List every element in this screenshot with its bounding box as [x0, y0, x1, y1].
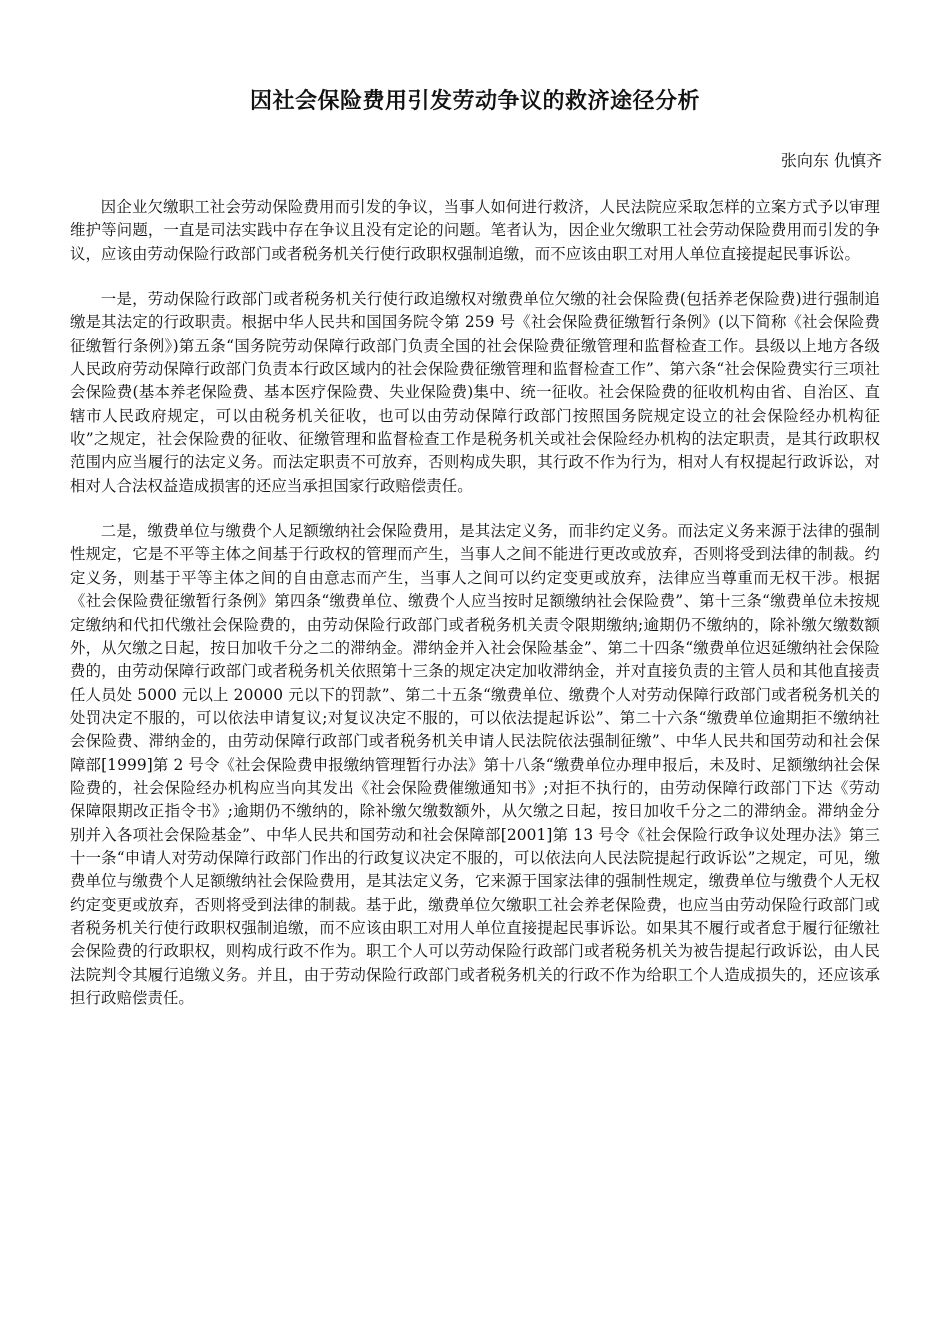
paragraph-point-one: 一是，劳动保险行政部门或者税务机关行使行政追缴权对缴费单位欠缴的社会保险费(包括养老保险费)进行强制追缴是其法定的行政职责。根据中华人民共和国国务院令第 259 号《社会保险费征缴暂行条例》(以下简称《社会保险费征缴暂行条例》)第五条“国务院劳动保障行政部门负责全国的社会保险费征缴管理和监督检查工作。县级以上地方各级人民政府劳动保障行政部门负责本行政区域内的社会保险费征缴管理和监督检查工作”、第六条“社会保险费实行三项社会保险费(基本养老保险费、基本医疗保险费、失业保险费)集中、统一征收。社会保险费的征收机构由省、自治区、直辖市人民政府规定，可以由税务机关征收，也可以由劳动保障行政部门按照国务院规定设立的社会保险经办机构征收”之规定，社会保险费的征收、征缴管理和监督检查工作是税务机关或社会保险经办机构的法定职责，是其行政职权范围内应当履行的法定义务。而法定职责不可放弃，否则构成失职，其行政不作为行为，相对人有权提起行政诉讼，对相对人合法权益造成损害的还应当承担国家行政赔偿责任。 — [70, 290, 880, 495]
document-authors: 张向东 仇慎齐 — [780, 151, 882, 170]
document-title: 因社会保险费用引发劳动争议的救济途径分析 — [249, 89, 700, 114]
paragraph-intro: 因企业欠缴职工社会劳动保险费用而引发的争议，当事人如何进行救济，人民法院应采取怎样的立案方式予以审理维护等问题，一直是司法实践中存在争议且没有定论的问题。笔者认为，因企业欠缴职工社会劳动保险费用而引发的争议，应该由劳动保险行政部门或者税务机关行使行政职权强制追缴，而不应该由职工对用人单位直接提起民事诉讼。 — [70, 198, 880, 263]
document-body — [70, 196, 880, 1032]
paragraph-point-two: 二是，缴费单位与缴费个人足额缴纳社会保险费用，是其法定义务，而非约定义务。而法定义务来源于法律的强制性规定，它是不平等主体之间基于行政权的管理而产生，当事人之间不能进行更改或放弃，否则将受到法律的制裁。约定义务，则基于平等主体之间的自由意志而产生，当事人之间可以约定变更或放弃，法律应当尊重而无权干涉。根据《社会保险费征缴暂行条例》第四条“缴费单位、缴费个人应当按时足额缴纳社会保险费”、第十三条“缴费单位未按规定缴纳和代扣代缴社会保险费的，由劳动保险行政部门或者税务机关责令限期缴纳;逾期仍不缴纳的，除补缴欠缴数额外，从欠缴之日起，按日加收千分之二的滞纳金。滞纳金并入社会保险基金”、第二十四条“缴费单位迟延缴纳社会保险费的，由劳动保障行政部门或者税务机关依照第十三条的规定决定加收滞纳金，并对直接负责的主管人员和其他直接责任人员处 5000 元以上 20000 元以下的罚款”、第二十五条“缴费单位、缴费个人对劳动保障行政部门或者税务机关的处罚决定不服的，可以依法申请复议;对复议决定不服的，可以依法提起诉讼”、第二十六条“缴费单位逾期拒不缴纳社会保险费、滞纳金的，由劳动保障行政部门或者税务机关申请人民法院依法强制征缴”、中华人民共和国劳动和社会保障部[1999]第 2 号令《社会保险费申报缴纳管理暂行办法》第十八条“缴费单位办理申报后，未及时、足额缴纳社会保险费的，社会保险经办机构应当向其发出《社会保险费催缴通知书》;对拒不执行的，由劳动保障行政部门下达《劳动保障限期改正指令书》;逾期仍不缴纳的，除补缴欠缴数额外，从欠缴之日起，按日加收千分之二的滞纳金。滞纳金分别并入各项社会保险基金”、中华人民共和国劳动和社会保障部[2001]第 13 号令《社会保险行政争议处理办法》第三十一条“申请人对劳动保障行政部门作出的行政复议决定不服的，可以依法向人民法院提起行政诉讼”之规定，可见，缴费单位与缴费个人足额缴纳社会保险费用，是其法定义务，它来源于国家法律的强制性规定，缴费单位与缴费个人无权约定变更或放弃，否则将受到法律的制裁。基于此，缴费单位欠缴职工社会养老保险费，也应当由劳动保险行政部门或者税务机关行使行政职权强制追缴，而不应该由职工对用人单位直接提起民事诉讼。如果其不履行或者怠于履行征缴社会保险费的行政职权，则构成行政不作为。职工个人可以劳动保险行政部门或者税务机关为被告提起行政诉讼，由人民法院判令其履行追缴义务。并且，由于劳动保险行政部门或者税务机关的行政不作为给职工个人造成损失的，还应该承担行政赔偿责任。 — [70, 522, 880, 1007]
